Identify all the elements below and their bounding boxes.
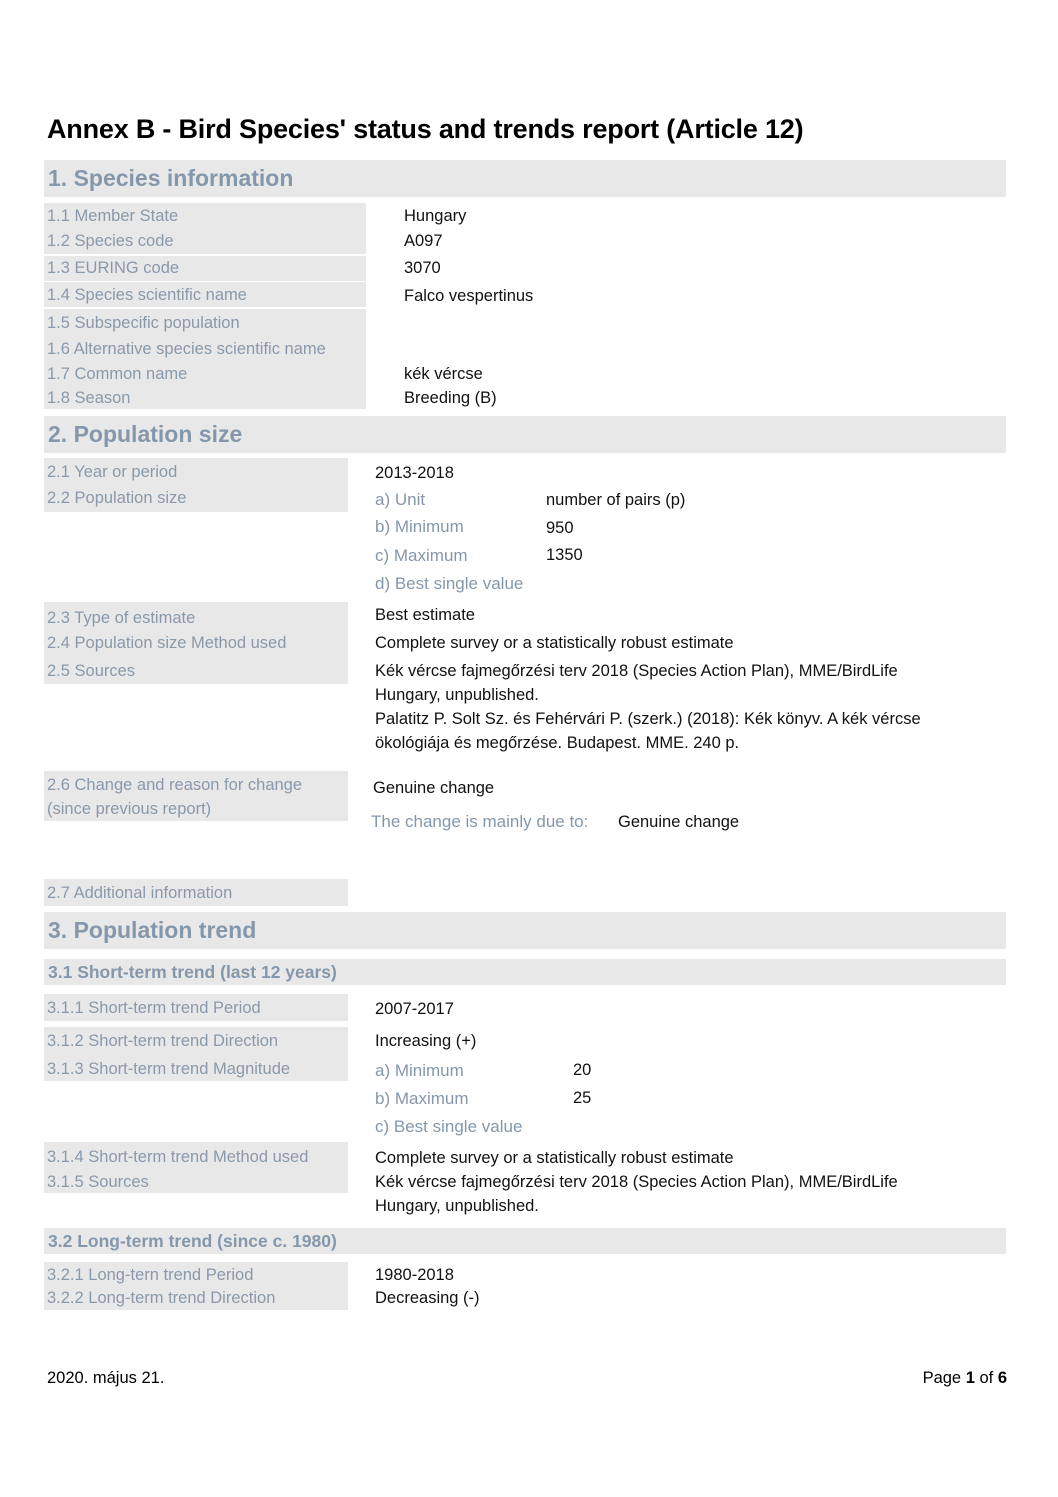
label-group-estimate bbox=[44, 602, 348, 684]
best-single-value-label: d) Best single value bbox=[375, 574, 524, 593]
unit-label: a) Unit bbox=[375, 490, 426, 509]
maximum-value: 1350 bbox=[546, 546, 583, 564]
page-of: of bbox=[974, 1369, 998, 1387]
label-subspecific-population: 1.5 Subspecific population bbox=[47, 314, 240, 332]
label-type-of-estimate: 2.3 Type of estimate bbox=[47, 609, 196, 627]
value-short-term-method: Complete survey or a statistically robust estimate bbox=[375, 1149, 734, 1167]
label-group-subspecific-season bbox=[44, 309, 366, 409]
value-scientific-name: Falco vespertinus bbox=[404, 287, 534, 305]
value-short-term-direction: Increasing (+) bbox=[375, 1032, 477, 1050]
label-species-code: 1.2 Species code bbox=[44, 229, 366, 254]
change-due-value: Genuine change bbox=[618, 813, 740, 831]
section-3-header bbox=[44, 912, 1006, 949]
short-term-maximum-value: 25 bbox=[573, 1089, 592, 1107]
short-term-sources-line: Hungary, unpublished. bbox=[375, 1197, 539, 1215]
maximum-label: c) Maximum bbox=[375, 546, 468, 565]
value-long-term-direction: Decreasing (-) bbox=[375, 1289, 480, 1307]
label-additional-information: 2.7 Additional information bbox=[44, 879, 348, 906]
section-2-heading: 2. Population size bbox=[48, 421, 243, 447]
value-member-state: Hungary bbox=[404, 207, 467, 225]
short-term-trend-header bbox=[44, 959, 1006, 985]
label-short-term-sources: 3.1.5 Sources bbox=[47, 1173, 149, 1191]
short-term-maximum-label: b) Maximum bbox=[375, 1089, 469, 1108]
label-long-term-direction: 3.2.2 Long-term trend Direction bbox=[47, 1289, 276, 1307]
label-member-state: 1.1 Member State bbox=[44, 203, 366, 229]
minimum-label: b) Minimum bbox=[375, 517, 464, 536]
section-1-heading: 1. Species information bbox=[48, 165, 294, 191]
label-group-short-term-method bbox=[44, 1142, 348, 1193]
label-short-term-method: 3.1.4 Short-term trend Method used bbox=[47, 1148, 309, 1166]
short-term-minimum-label: a) Minimum bbox=[375, 1061, 464, 1080]
label-change-reason: 2.6 Change and reason for change bbox=[47, 776, 303, 794]
value-change: Genuine change bbox=[373, 779, 495, 797]
label-since-previous-report: (since previous report) bbox=[47, 800, 212, 818]
unit-value: number of pairs (p) bbox=[546, 491, 686, 509]
value-method-used: Complete survey or a statistically robust estimate bbox=[375, 634, 734, 652]
value-year-or-period: 2013-2018 bbox=[375, 464, 454, 482]
label-group-year-size bbox=[44, 458, 348, 512]
section-3-heading: 3. Population trend bbox=[48, 917, 257, 943]
value-type-of-estimate: Best estimate bbox=[375, 606, 475, 624]
footer-page-number bbox=[923, 1368, 1007, 1388]
label-common-name: 1.7 Common name bbox=[47, 365, 188, 383]
sources-line: Hungary, unpublished. bbox=[375, 686, 539, 704]
footer-date: 2020. május 21. bbox=[47, 1369, 165, 1387]
sources-line: Kék vércse fajmegőrzési terv 2018 (Species Action Plan), MME/BirdLife bbox=[375, 662, 898, 680]
long-term-trend-header bbox=[44, 1228, 1006, 1254]
short-term-minimum-value: 20 bbox=[573, 1061, 592, 1079]
value-season: Breeding (B) bbox=[404, 389, 497, 407]
label-group-change bbox=[44, 771, 348, 821]
label-year-or-period: 2.1 Year or period bbox=[47, 463, 178, 481]
label-sources: 2.5 Sources bbox=[47, 662, 136, 680]
value-short-term-period: 2007-2017 bbox=[375, 1000, 454, 1018]
label-method-used: 2.4 Population size Method used bbox=[47, 634, 287, 652]
section-1-header bbox=[44, 160, 1006, 197]
label-long-term-period: 3.2.1 Long-tern trend Period bbox=[47, 1266, 254, 1284]
page-total: 6 bbox=[997, 1369, 1007, 1387]
label-population-size: 2.2 Population size bbox=[47, 489, 187, 507]
value-long-term-period: 1980-2018 bbox=[375, 1266, 454, 1284]
sources-line: Palatitz P. Solt Sz. és Fehérvári P. (szerk.) (2018): Kék könyv. A kék vércse bbox=[375, 710, 921, 728]
document-title: Annex B - Bird Species' status and trends report (Article 12) bbox=[47, 114, 804, 144]
page-current: 1 bbox=[965, 1369, 975, 1387]
value-common-name: kék vércse bbox=[404, 365, 483, 383]
long-term-trend-heading: 3.2 Long-term trend (since c. 1980) bbox=[48, 1231, 337, 1251]
short-term-sources-line: Kék vércse fajmegőrzési terv 2018 (Species Action Plan), MME/BirdLife bbox=[375, 1173, 898, 1191]
label-season: 1.8 Season bbox=[47, 389, 131, 407]
sources-line: ökológiája és megőrzése. Budapest. MME. 240 p. bbox=[375, 734, 740, 752]
label-short-term-direction: 3.1.2 Short-term trend Direction bbox=[47, 1032, 279, 1050]
value-euring-code: 3070 bbox=[404, 259, 441, 277]
label-group-long-term bbox=[44, 1262, 348, 1310]
page-prefix: Page bbox=[922, 1369, 966, 1387]
short-term-trend-heading: 3.1 Short-term trend (last 12 years) bbox=[48, 962, 337, 982]
minimum-value: 950 bbox=[546, 519, 574, 537]
label-alternative-name: 1.6 Alternative species scientific name bbox=[47, 340, 326, 358]
label-short-term-magnitude: 3.1.3 Short-term trend Magnitude bbox=[47, 1060, 291, 1078]
label-short-term-period: 3.1.1 Short-term trend Period bbox=[44, 994, 348, 1021]
value-species-code: A097 bbox=[404, 232, 443, 250]
change-due-label: The change is mainly due to: bbox=[371, 812, 589, 831]
section-2-header bbox=[44, 416, 1006, 453]
short-term-best-value-label: c) Best single value bbox=[375, 1117, 523, 1136]
label-group-short-term-direction bbox=[44, 1027, 348, 1081]
label-euring-code: 1.3 EURING code bbox=[44, 256, 366, 281]
label-scientific-name: 1.4 Species scientific name bbox=[44, 282, 366, 307]
